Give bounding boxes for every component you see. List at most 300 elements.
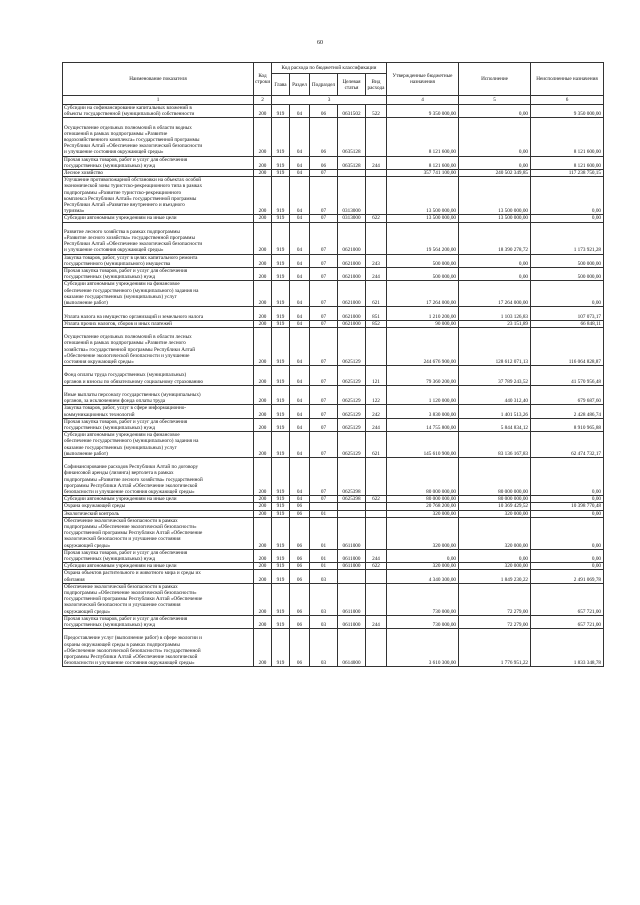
- approved-amount: 9 350 000,00: [387, 105, 459, 118]
- row-name-line: Охрана объектов растительного и животного мира и среды их: [64, 570, 201, 577]
- podrazdel-code: 07: [310, 457, 338, 495]
- approved-amount: 320 000,00: [387, 510, 459, 517]
- target-code: 0621000: [338, 307, 366, 320]
- podrazdel-code: 01: [310, 549, 338, 562]
- podrazdel-code: 07: [310, 307, 338, 320]
- unexecuted-amount: 107 073,17: [531, 307, 604, 320]
- razdel-code: 04: [290, 215, 310, 222]
- row-name: [63, 457, 254, 495]
- row-name-line: Фонд оплаты труда государственных (муниципальных): [64, 372, 187, 379]
- header-podrazdel: Подраздел: [310, 74, 338, 96]
- row-code: 200: [254, 254, 272, 267]
- podrazdel-code: 07: [310, 366, 338, 386]
- target-code: 0621000: [338, 222, 366, 254]
- row-code: 200: [254, 510, 272, 517]
- table-row: [63, 517, 604, 549]
- row-name: [63, 563, 254, 570]
- unexecuted-amount: 0,00: [531, 563, 604, 570]
- target-code: [338, 510, 366, 517]
- glava-code: 919: [272, 170, 290, 177]
- executed-amount: 18 390 278,72: [459, 222, 531, 254]
- unexecuted-amount: 8 121 600,00: [531, 118, 604, 156]
- approved-amount: 90 000,00: [387, 320, 459, 327]
- row-code: 200: [254, 583, 272, 615]
- row-code: 200: [254, 503, 272, 510]
- row-name-line: Обеспечение экологической безопасности в рамках: [64, 517, 178, 524]
- target-code: 0621000: [338, 254, 366, 267]
- podrazdel-code: 07: [310, 385, 338, 405]
- approved-amount: 8 121 600,00: [387, 156, 459, 169]
- approved-amount: 500 000,00: [387, 254, 459, 267]
- row-name-line: Субсидии автономным учреждениям на иные цели: [64, 215, 177, 222]
- target-code: 0611000: [338, 517, 366, 549]
- glava-code: 919: [272, 222, 290, 254]
- target-code: 0625129: [338, 432, 366, 458]
- vid-code: [366, 222, 387, 254]
- executed-amount: 0,00: [459, 156, 531, 169]
- row-name: [63, 510, 254, 517]
- row-code: 200: [254, 496, 272, 503]
- row-name: [63, 496, 254, 503]
- row-name-line: финансовой аренды (лизинга) вертолета в рамках: [64, 470, 174, 477]
- row-name-line: подпрограммы «Развитие туристско-рекреационного: [64, 189, 182, 196]
- podrazdel-code: 07: [310, 418, 338, 431]
- vid-code: 522: [366, 105, 387, 118]
- table-row: [63, 496, 604, 503]
- glava-code: 919: [272, 366, 290, 386]
- row-name-line: Уплата налога на имущество организаций и земельного налога: [64, 313, 204, 320]
- row-name-line: обеспечение государственного (муниципального) задания на: [64, 438, 199, 445]
- executed-amount: 128 612 071,13: [459, 327, 531, 365]
- table-row: [63, 570, 604, 583]
- razdel-code: 06: [290, 563, 310, 570]
- row-code: 200: [254, 118, 272, 156]
- glava-code: 919: [272, 156, 290, 169]
- row-name-line: Осуществление отдельных полномочий в области водных: [64, 124, 192, 131]
- unexecuted-amount: 117 238 750,15: [531, 170, 604, 177]
- razdel-code: 04: [290, 385, 310, 405]
- row-name-line: оказание государственных (муниципальных) услуг: [64, 293, 177, 300]
- razdel-code: 04: [290, 105, 310, 118]
- razdel-code: 04: [290, 366, 310, 386]
- row-code: 200: [254, 281, 272, 307]
- approved-amount: 14 755 800,00: [387, 418, 459, 431]
- approved-amount: 17 264 000,00: [387, 281, 459, 307]
- vid-code: [366, 629, 387, 667]
- row-name-line: Прочая закупка товаров, работ и услуг для обеспечения: [64, 418, 188, 425]
- col-number: 3: [272, 96, 387, 105]
- table-row: [63, 503, 604, 510]
- row-name-line: государственной программы Республики Алтай «Обеспечение: [64, 596, 203, 603]
- row-name-line: Развитие лесного хозяйства в рамках подпрограммы: [64, 228, 180, 235]
- row-name-line: подпрограммы «Развитие лесного хозяйства» государственной: [64, 476, 203, 483]
- glava-code: 919: [272, 583, 290, 615]
- row-name: [63, 105, 254, 118]
- unexecuted-amount: 0,00: [531, 281, 604, 307]
- approved-amount: 19 564 200,00: [387, 222, 459, 254]
- razdel-code: 06: [290, 503, 310, 510]
- vid-code: 621: [366, 432, 387, 458]
- glava-code: 919: [272, 385, 290, 405]
- podrazdel-code: 07: [310, 327, 338, 365]
- header-glava: Глава: [272, 74, 290, 96]
- row-name-line: охраны окружающей среды в рамках подпрограммы: [64, 641, 180, 648]
- executed-amount: 17 264 000,00: [459, 281, 531, 307]
- glava-code: 919: [272, 432, 290, 458]
- table-row: [63, 177, 604, 215]
- target-code: 0625129: [338, 418, 366, 431]
- row-name-line: органов, за исключением фонда оплаты труда: [64, 398, 166, 405]
- podrazdel-code: 07: [310, 268, 338, 281]
- page-number: 60: [317, 40, 323, 46]
- unexecuted-amount: 10 398 770,48: [531, 503, 604, 510]
- row-code: 200: [254, 615, 272, 628]
- row-name: [63, 118, 254, 156]
- executed-amount: 0,00: [459, 549, 531, 562]
- table-row: [63, 583, 604, 615]
- glava-code: 919: [272, 215, 290, 222]
- row-name: [63, 170, 254, 177]
- vid-code: 622: [366, 563, 387, 570]
- col-number: 2: [254, 96, 272, 105]
- table-row: [63, 254, 604, 267]
- header-executed: Исполнение: [459, 63, 531, 96]
- vid-code: 121: [366, 366, 387, 386]
- executed-amount: 10 369 429,52: [459, 503, 531, 510]
- row-name: [63, 281, 254, 307]
- row-name-line: Республики Алтай «Обеспечение экологической безопасности: [64, 241, 203, 248]
- razdel-code: 06: [290, 517, 310, 549]
- row-name-line: подпрограммы «Обеспечение экологической безопасности»: [64, 590, 197, 597]
- unexecuted-amount: 62 474 732,17: [531, 432, 604, 458]
- row-code: 200: [254, 418, 272, 431]
- row-name: [63, 215, 254, 222]
- razdel-code: 06: [290, 510, 310, 517]
- approved-amount: 3 610 300,00: [387, 629, 459, 667]
- approved-amount: 80 000 000,00: [387, 457, 459, 495]
- razdel-code: 04: [290, 432, 310, 458]
- razdel-code: 04: [290, 268, 310, 281]
- target-code: 0611000: [338, 549, 366, 562]
- target-code: 0621000: [338, 281, 366, 307]
- podrazdel-code: 03: [310, 583, 338, 615]
- row-name: [63, 156, 254, 169]
- unexecuted-amount: 679 687,60: [531, 385, 604, 405]
- table-row: [63, 405, 604, 418]
- executed-amount: 37 789 243,52: [459, 366, 531, 386]
- row-name-line: объекты государственной (муниципальной) собственности: [64, 111, 195, 118]
- table-row: [63, 281, 604, 307]
- row-name: [63, 405, 254, 418]
- razdel-code: 04: [290, 281, 310, 307]
- podrazdel-code: 06: [310, 118, 338, 156]
- unexecuted-amount: 0,00: [531, 496, 604, 503]
- approved-amount: 13 500 000,00: [387, 215, 459, 222]
- row-name: [63, 570, 254, 583]
- podrazdel-code: 01: [310, 510, 338, 517]
- executed-amount: 0,00: [459, 268, 531, 281]
- unexecuted-amount: 500 000,00: [531, 254, 604, 267]
- row-name-line: Улучшение противопожарной обстановки на объектах особой: [64, 177, 202, 184]
- row-code: 200: [254, 366, 272, 386]
- podrazdel-code: [310, 503, 338, 510]
- unexecuted-amount: 0,00: [531, 517, 604, 549]
- row-name: [63, 222, 254, 254]
- row-name-line: Субсидии автономным учреждениям на финансовое: [64, 281, 180, 288]
- target-code: [338, 170, 366, 177]
- approved-amount: 1 210 200,00: [387, 307, 459, 320]
- podrazdel-code: 07: [310, 281, 338, 307]
- unexecuted-amount: 9 350 000,00: [531, 105, 604, 118]
- target-code: 0611000: [338, 583, 366, 615]
- approved-amount: 500 000,00: [387, 268, 459, 281]
- row-name-line: Субсидии автономным учреждениям на иные цели: [64, 563, 177, 570]
- row-code: 200: [254, 570, 272, 583]
- razdel-code: 06: [290, 549, 310, 562]
- target-code: 0313000: [338, 177, 366, 215]
- table-row: [63, 170, 604, 177]
- razdel-code: 04: [290, 177, 310, 215]
- glava-code: 919: [272, 418, 290, 431]
- executed-amount: 1 401 513,26: [459, 405, 531, 418]
- table-row: [63, 327, 604, 365]
- row-name: [63, 320, 254, 327]
- razdel-code: 06: [290, 570, 310, 583]
- executed-amount: 13 500 000,00: [459, 177, 531, 215]
- vid-code: [366, 170, 387, 177]
- approved-amount: 80 000 000,00: [387, 496, 459, 503]
- table-row: [63, 222, 604, 254]
- executed-amount: 240 502 349,85: [459, 170, 531, 177]
- podrazdel-code: 07: [310, 496, 338, 503]
- razdel-code: 06: [290, 615, 310, 628]
- executed-amount: 80 000 000,00: [459, 496, 531, 503]
- row-name-line: (выполнение работ): [64, 300, 108, 307]
- podrazdel-code: 01: [310, 563, 338, 570]
- vid-code: [366, 118, 387, 156]
- row-code: 200: [254, 156, 272, 169]
- row-code: 200: [254, 170, 272, 177]
- vid-code: 622: [366, 496, 387, 503]
- row-name-line: безопасности и улучшение состояния окружающей среды»: [64, 488, 195, 495]
- row-name: [63, 583, 254, 615]
- unexecuted-amount: 0,00: [531, 457, 604, 495]
- row-name-line: Лесное хозяйство: [64, 170, 104, 177]
- row-name-line: Уплата прочих налогов, сборов и иных платежей: [64, 320, 172, 327]
- row-name-line: государственного (муниципального) имущества: [64, 260, 171, 267]
- unexecuted-amount: 657 721,00: [531, 583, 604, 615]
- unexecuted-amount: 0,00: [531, 215, 604, 222]
- glava-code: 919: [272, 563, 290, 570]
- target-code: 0621000: [338, 320, 366, 327]
- table-body: [63, 105, 604, 667]
- row-name-line: и улучшение состояния окружающей среды»: [64, 149, 164, 156]
- unexecuted-amount: 2 491 069,78: [531, 570, 604, 583]
- row-name-line: Субсидии автономным учреждениям на иные цели: [64, 496, 177, 503]
- row-name-line: Обеспечение экологической безопасности в рамках: [64, 583, 178, 590]
- col-number: 5: [459, 96, 531, 105]
- executed-amount: 23 151,89: [459, 320, 531, 327]
- row-code: 200: [254, 222, 272, 254]
- row-code: 200: [254, 457, 272, 495]
- row-name-line: водохозяйственного комплекса» государственной программы: [64, 137, 200, 144]
- razdel-code: 04: [290, 405, 310, 418]
- executed-amount: 1 849 230,22: [459, 570, 531, 583]
- table-row: [63, 366, 604, 386]
- podrazdel-code: 07: [310, 254, 338, 267]
- row-name-line: Субсидии автономным учреждениям на финансовое: [64, 432, 180, 439]
- podrazdel-code: 07: [310, 432, 338, 458]
- glava-code: 919: [272, 570, 290, 583]
- razdel-code: 04: [290, 222, 310, 254]
- glava-code: 919: [272, 118, 290, 156]
- approved-amount: 20 768 200,00: [387, 503, 459, 510]
- vid-code: [366, 570, 387, 583]
- podrazdel-code: 03: [310, 629, 338, 667]
- row-name: [63, 517, 254, 549]
- row-name-line: государственных (муниципальных) нужд: [64, 162, 156, 169]
- header-unexecuted: Неисполненные назначения: [531, 63, 604, 96]
- razdel-code: 04: [290, 457, 310, 495]
- vid-code: 243: [366, 254, 387, 267]
- vid-code: 244: [366, 156, 387, 169]
- row-name-line: обитания: [64, 576, 85, 583]
- column-numbers-row: [63, 96, 604, 105]
- header-target: Целевая статья: [338, 74, 366, 96]
- target-code: 0631502: [338, 105, 366, 118]
- executed-amount: 320 000,00: [459, 517, 531, 549]
- vid-code: 852: [366, 320, 387, 327]
- row-name-line: программы Республики Алтай «Обеспечение экологической: [64, 654, 198, 661]
- target-code: 0625398: [338, 457, 366, 495]
- podrazdel-code: 07: [310, 320, 338, 327]
- row-name-line: Экологический контроль: [64, 510, 120, 517]
- row-name-line: государственной программы Республики Алтай «Обеспечение: [64, 530, 203, 537]
- glava-code: 919: [272, 405, 290, 418]
- executed-amount: 320 000,00: [459, 510, 531, 517]
- row-name-line: комплекса Республики Алтай» государственной программы: [64, 195, 197, 202]
- executed-amount: 320 000,00: [459, 563, 531, 570]
- target-code: 0621000: [338, 268, 366, 281]
- vid-code: [366, 583, 387, 615]
- unexecuted-amount: 0,00: [531, 549, 604, 562]
- podrazdel-code: 06: [310, 156, 338, 169]
- unexecuted-amount: 0,00: [531, 177, 604, 215]
- podrazdel-code: 07: [310, 177, 338, 215]
- glava-code: 919: [272, 510, 290, 517]
- table-row: [63, 268, 604, 281]
- target-code: 0611000: [338, 615, 366, 628]
- approved-amount: 320 000,00: [387, 517, 459, 549]
- glava-code: 919: [272, 615, 290, 628]
- target-code: [338, 570, 366, 583]
- row-name-line: обеспечение государственного (муниципального) задания на: [64, 287, 199, 294]
- target-code: 0625129: [338, 405, 366, 418]
- table-row: [63, 563, 604, 570]
- approved-amount: 13 500 000,00: [387, 177, 459, 215]
- unexecuted-amount: 41 570 956,48: [531, 366, 604, 386]
- approved-amount: 4 340 300,00: [387, 570, 459, 583]
- vid-code: 242: [366, 405, 387, 418]
- executed-amount: 72 279,00: [459, 583, 531, 615]
- row-code: 200: [254, 327, 272, 365]
- row-name-line: Иные выплаты персоналу государственных (муниципальных): [64, 391, 201, 398]
- executed-amount: 1 776 951,22: [459, 629, 531, 667]
- razdel-code: 06: [290, 583, 310, 615]
- vid-code: 621: [366, 281, 387, 307]
- unexecuted-amount: 500 000,00: [531, 268, 604, 281]
- approved-amount: 8 121 600,00: [387, 118, 459, 156]
- row-name-line: оказание государственных (муниципальных) услуг: [64, 444, 177, 451]
- vid-code: [366, 327, 387, 365]
- executed-amount: 440 312,40: [459, 385, 531, 405]
- podrazdel-code: 06: [310, 105, 338, 118]
- row-name-line: государственных (муниципальных) нужд: [64, 556, 156, 563]
- row-code: 200: [254, 405, 272, 418]
- row-name-line: «Обеспечение экологической безопасности и улучшение: [64, 352, 190, 359]
- target-code: 0625398: [338, 496, 366, 503]
- row-name-line: Предоставление услуг (выполнение работ) в сфере экологии и: [64, 635, 202, 642]
- glava-code: 919: [272, 457, 290, 495]
- row-name: [63, 503, 254, 510]
- glava-code: 919: [272, 105, 290, 118]
- row-name: [63, 432, 254, 458]
- row-name: [63, 268, 254, 281]
- razdel-code: 06: [290, 629, 310, 667]
- podrazdel-code: 03: [310, 570, 338, 583]
- row-name: [63, 615, 254, 628]
- header-approved: Утвержденные бюджетные назначения: [387, 63, 459, 96]
- target-code: 0635128: [338, 156, 366, 169]
- glava-code: 919: [272, 549, 290, 562]
- unexecuted-amount: 0,00: [531, 510, 604, 517]
- row-name: [63, 177, 254, 215]
- row-code: 200: [254, 307, 272, 320]
- target-code: 0313000: [338, 215, 366, 222]
- unexecuted-amount: 2 428 486,74: [531, 405, 604, 418]
- unexecuted-amount: 8 121 600,00: [531, 156, 604, 169]
- glava-code: 919: [272, 320, 290, 327]
- vid-code: 244: [366, 615, 387, 628]
- podrazdel-code: 01: [310, 517, 338, 549]
- row-name-line: коммуникационных технологий: [64, 411, 135, 418]
- razdel-code: 04: [290, 170, 310, 177]
- row-code: 200: [254, 517, 272, 549]
- header-row-code: Код строки: [254, 63, 272, 96]
- glava-code: 919: [272, 254, 290, 267]
- approved-amount: 79 360 200,00: [387, 366, 459, 386]
- approved-amount: 357 741 100,00: [387, 170, 459, 177]
- row-name-line: Прочая закупка товаров, работ и услуг для обеспечения: [64, 615, 188, 622]
- executed-amount: 13 500 000,00: [459, 215, 531, 222]
- approved-amount: 730 000,00: [387, 615, 459, 628]
- row-name: [63, 366, 254, 386]
- vid-code: 622: [366, 215, 387, 222]
- table-row: [63, 510, 604, 517]
- executed-amount: 5 844 834,12: [459, 418, 531, 431]
- table-row: [63, 156, 604, 169]
- row-name-line: Прочая закупка товаров, работ и услуг для обеспечения: [64, 156, 188, 163]
- glava-code: 919: [272, 177, 290, 215]
- vid-code: [366, 517, 387, 549]
- row-name-line: Закупка товаров, работ, услуг в сфере информационно-: [64, 405, 187, 412]
- executed-amount: 80 000 000,00: [459, 457, 531, 495]
- row-name-line: отношений в рамках подпрограммы «Развитие: [64, 130, 168, 137]
- executed-amount: 83 136 167,83: [459, 432, 531, 458]
- approved-amount: 0,00: [387, 549, 459, 562]
- executed-amount: 0,00: [459, 254, 531, 267]
- row-name-line: государственных (муниципальных) нужд: [64, 274, 156, 281]
